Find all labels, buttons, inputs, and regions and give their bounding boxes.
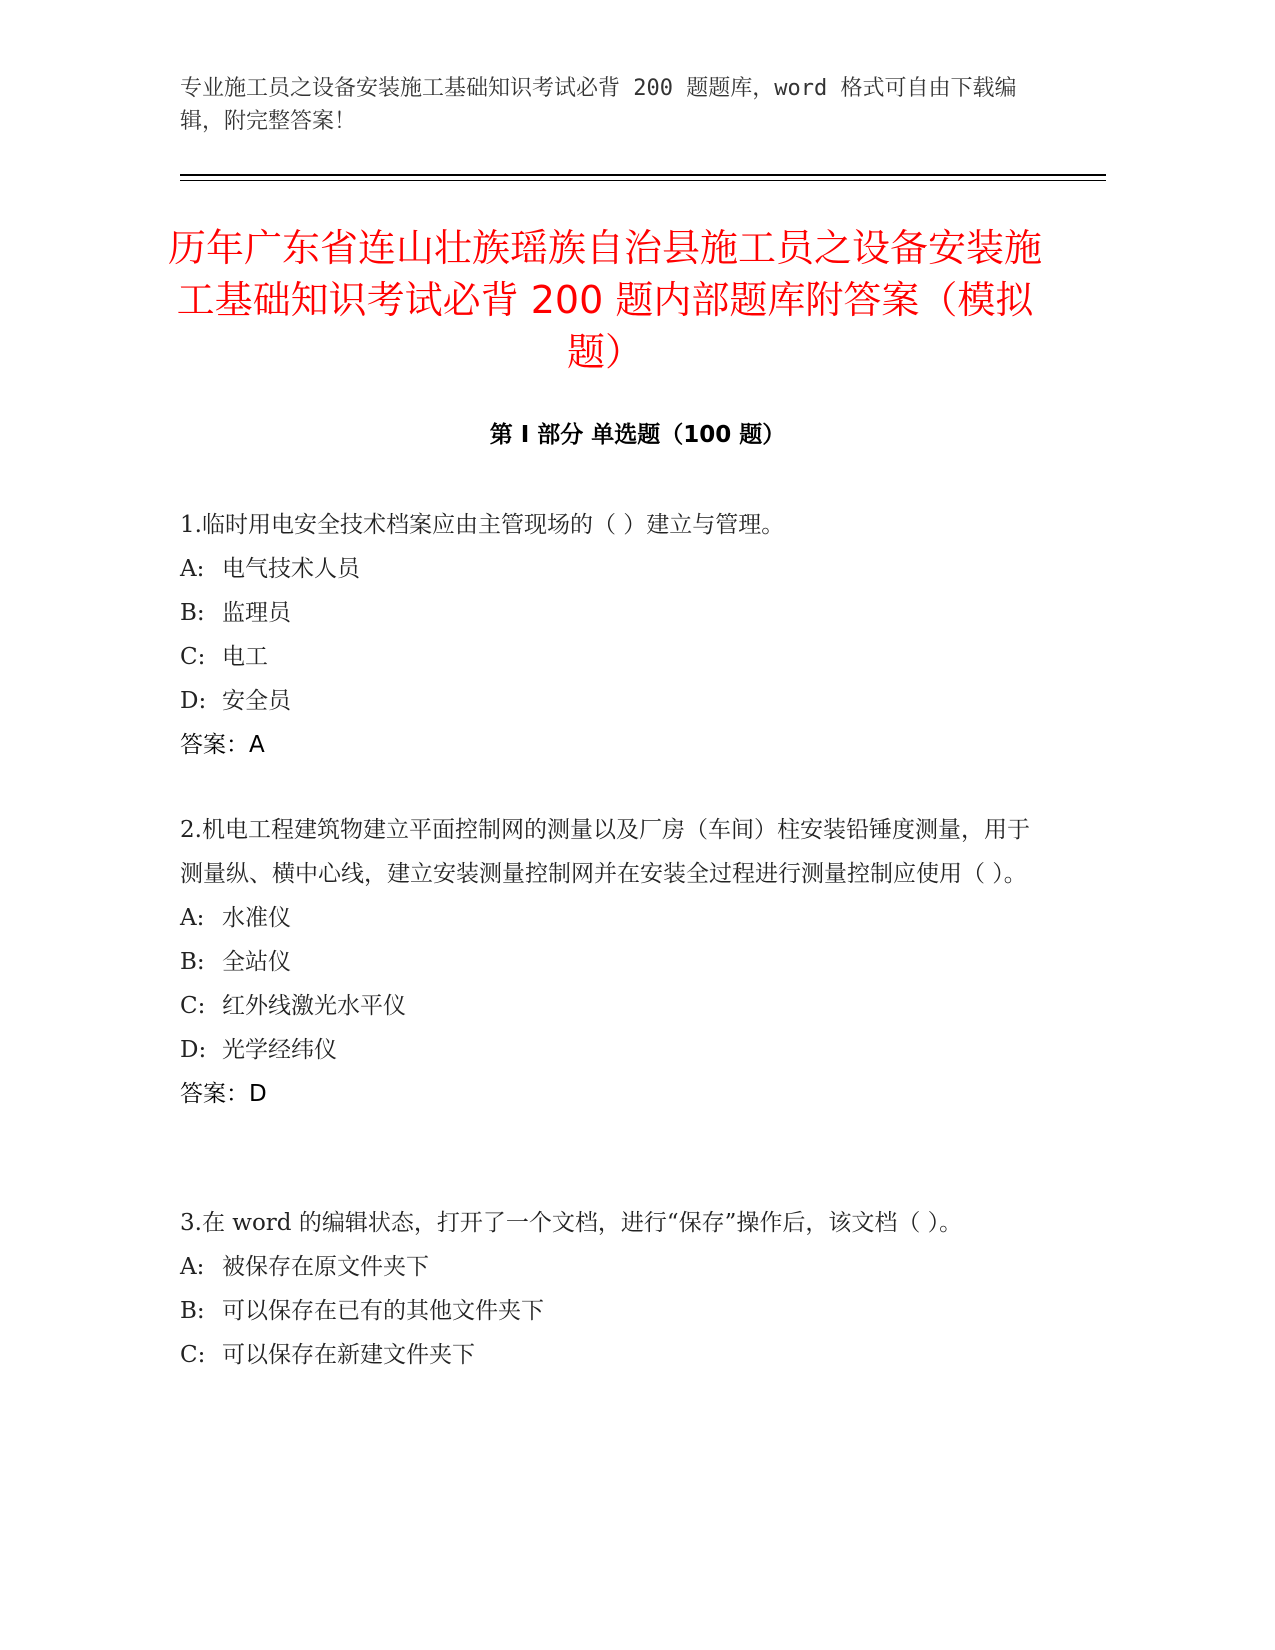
option-a — [180, 896, 1030, 940]
option-letter: A: — [180, 556, 205, 582]
question-2 — [180, 808, 1030, 1116]
option-d — [180, 1028, 1030, 1072]
section-heading: 第 I 部分 单选题（100 题） — [489, 422, 786, 448]
option-b — [180, 1289, 1030, 1333]
option-letter: C: — [180, 1342, 206, 1368]
answer-line: 答案：D — [180, 1081, 267, 1107]
option-a — [180, 1245, 1030, 1289]
option-text: 水准仪 — [222, 905, 291, 931]
option-text: 可以保存在新建文件夹下 — [222, 1342, 475, 1368]
answer-line: 答案：A — [180, 732, 265, 758]
option-b — [180, 940, 1030, 984]
option-a — [180, 547, 1030, 591]
question-stem: 1.临时用电安全技术档案应由主管现场的（ ）建立与管理。 — [180, 512, 785, 538]
option-text: 全站仪 — [222, 949, 291, 975]
option-text: 可以保存在已有的其他文件夹下 — [222, 1298, 544, 1324]
question-stem: 2.机电工程建筑物建立平面控制网的测量以及厂房（车间）柱安装铅锤度测量，用于测量纵、横中心线，建立安装测量控制网并在安装全过程进行测量控制应使用（ ）。 — [180, 817, 1030, 887]
option-c — [180, 1333, 1030, 1377]
document-title: 历年广东省连山壮族瑶族自治县施工员之设备安装施工基础知识考试必背 200 题内部题库附答案（模拟题） — [167, 226, 1042, 374]
option-text: 电工 — [222, 644, 268, 670]
option-c — [180, 984, 1030, 1028]
question-3 — [180, 1201, 1030, 1377]
option-d — [180, 679, 1030, 723]
option-letter: D: — [180, 1037, 207, 1063]
option-letter: B: — [180, 949, 205, 975]
question-1 — [180, 503, 1030, 767]
option-c — [180, 635, 1030, 679]
option-letter: B: — [180, 600, 205, 626]
header-divider-thin — [180, 180, 1106, 181]
option-text: 电气技术人员 — [222, 556, 360, 582]
header-divider-thick — [180, 174, 1106, 176]
header-note: 专业施工员之设备安装施工基础知识考试必背 200 题题库，word 格式可自由下载编辑，附完整答案！ — [180, 76, 1017, 134]
option-letter: C: — [180, 993, 206, 1019]
option-letter: A: — [180, 1254, 205, 1280]
option-letter: A: — [180, 905, 205, 931]
question-stem: 3.在 word 的编辑状态，打开了一个文档，进行“保存”操作后，该文档（ ）。 — [180, 1210, 963, 1236]
option-text: 被保存在原文件夹下 — [222, 1254, 429, 1280]
option-text: 安全员 — [222, 688, 291, 714]
option-letter: B: — [180, 1298, 205, 1324]
option-b — [180, 591, 1030, 635]
option-text: 监理员 — [222, 600, 291, 626]
option-letter: C: — [180, 644, 206, 670]
option-text: 光学经纬仪 — [222, 1037, 337, 1063]
option-letter: D: — [180, 688, 207, 714]
option-text: 红外线激光水平仪 — [222, 993, 406, 1019]
